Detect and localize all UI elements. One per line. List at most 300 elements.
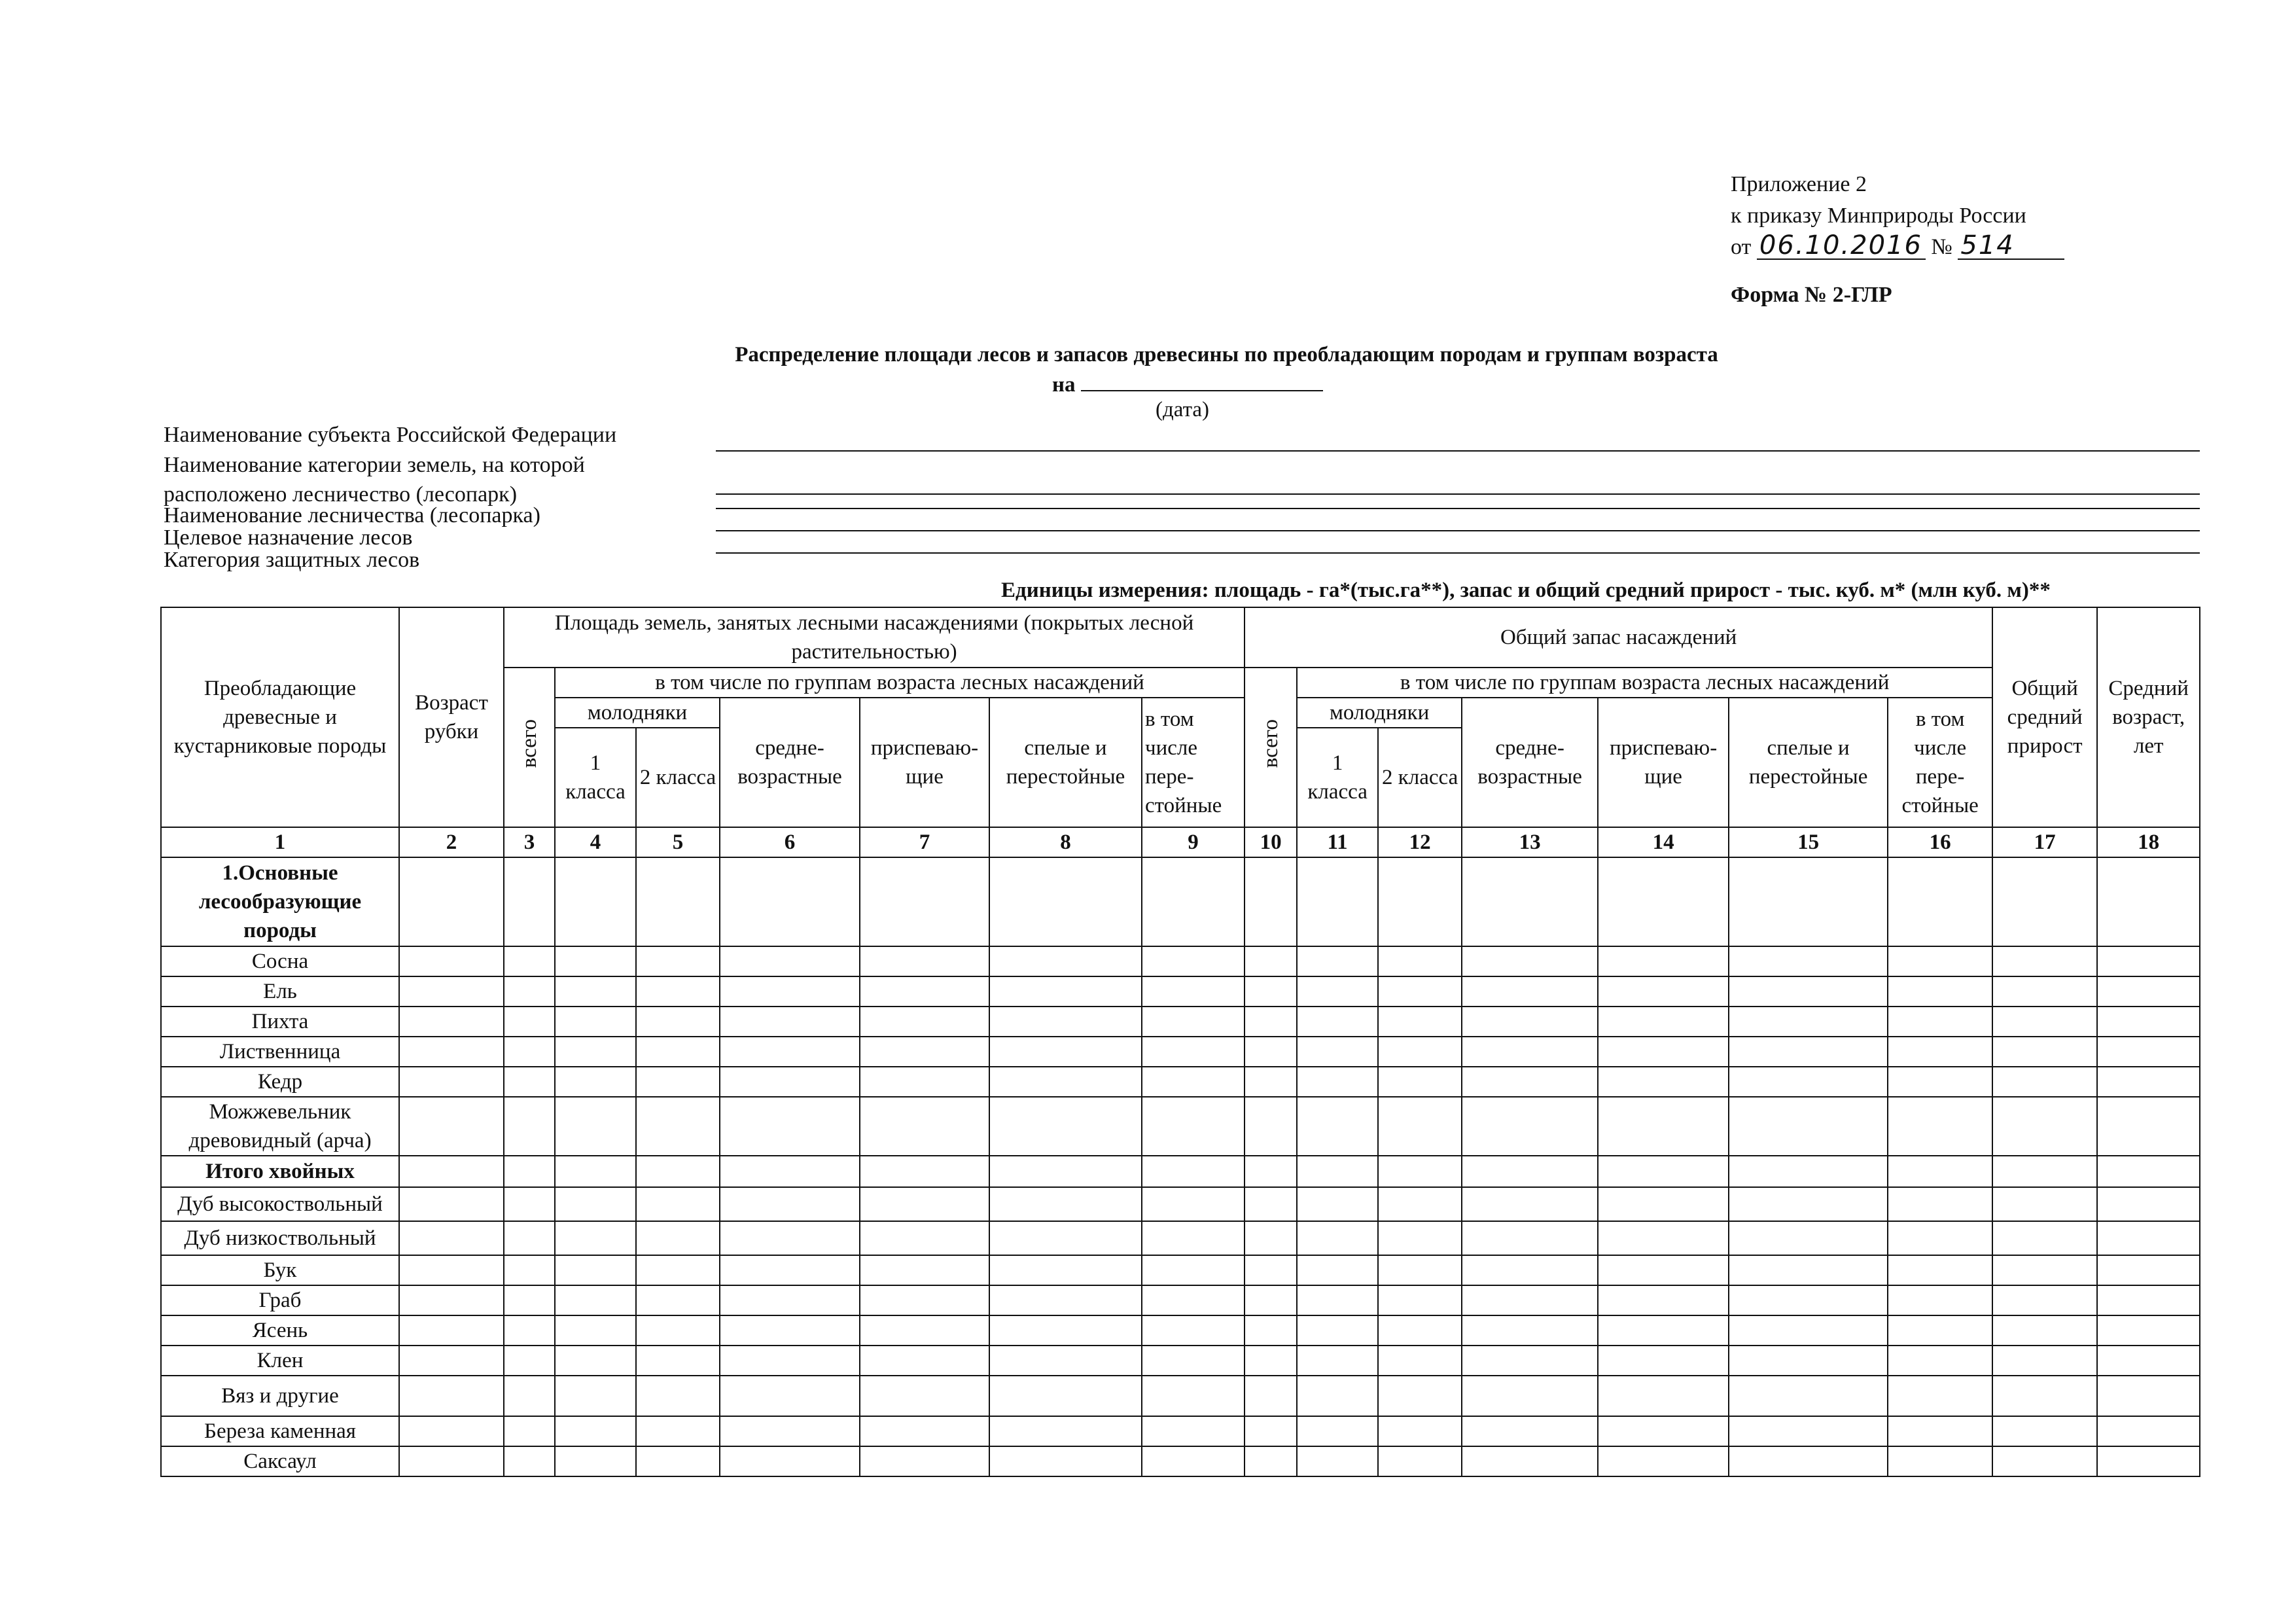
- data-cell[interactable]: [860, 1446, 989, 1476]
- data-cell[interactable]: [1598, 1255, 1729, 1285]
- data-cell[interactable]: [989, 1067, 1142, 1097]
- data-cell[interactable]: [2097, 1067, 2200, 1097]
- data-cell[interactable]: [2097, 1285, 2200, 1315]
- data-cell[interactable]: [504, 1187, 555, 1221]
- data-cell[interactable]: [1598, 1037, 1729, 1067]
- data-cell[interactable]: [636, 1376, 720, 1416]
- data-cell[interactable]: [1888, 1007, 1992, 1037]
- data-cell[interactable]: [1729, 1067, 1888, 1097]
- data-cell[interactable]: [2097, 1221, 2200, 1255]
- data-cell[interactable]: [1598, 1346, 1729, 1376]
- species-name: Клен: [161, 1346, 399, 1376]
- data-cell[interactable]: [1598, 1376, 1729, 1416]
- data-cell[interactable]: [989, 1285, 1142, 1315]
- data-cell[interactable]: [1888, 857, 1992, 946]
- data-cell[interactable]: [1888, 1446, 1992, 1476]
- data-cell[interactable]: [399, 857, 504, 946]
- data-cell[interactable]: [504, 1285, 555, 1315]
- data-cell[interactable]: [399, 1346, 504, 1376]
- data-cell[interactable]: [1297, 1416, 1378, 1446]
- data-cell[interactable]: [1598, 857, 1729, 946]
- data-cell[interactable]: [1378, 1097, 1462, 1156]
- data-cell[interactable]: [1378, 1156, 1462, 1187]
- data-cell[interactable]: [2097, 946, 2200, 976]
- data-cell[interactable]: [1598, 1416, 1729, 1446]
- data-cell[interactable]: [720, 1285, 860, 1315]
- data-cell[interactable]: [1598, 1067, 1729, 1097]
- data-cell[interactable]: [1245, 1315, 1297, 1346]
- data-cell[interactable]: [636, 1097, 720, 1156]
- data-cell[interactable]: [2097, 1416, 2200, 1446]
- data-cell[interactable]: [555, 1187, 636, 1221]
- data-cell[interactable]: [1888, 1156, 1992, 1187]
- data-cell[interactable]: [1992, 1097, 2097, 1156]
- data-cell[interactable]: [1297, 1221, 1378, 1255]
- data-cell[interactable]: [1142, 1315, 1245, 1346]
- stock-class2-header: 2 класса: [1378, 728, 1462, 827]
- data-cell[interactable]: [1729, 1416, 1888, 1446]
- data-cell[interactable]: [636, 1037, 720, 1067]
- data-cell[interactable]: [399, 1037, 504, 1067]
- data-cell[interactable]: [399, 1255, 504, 1285]
- data-cell[interactable]: [1992, 1221, 2097, 1255]
- data-cell[interactable]: [1297, 1285, 1378, 1315]
- data-cell[interactable]: [636, 1221, 720, 1255]
- data-cell[interactable]: [989, 1097, 1142, 1156]
- data-cell[interactable]: [860, 1285, 989, 1315]
- data-cell[interactable]: [989, 857, 1142, 946]
- data-cell[interactable]: [1142, 976, 1245, 1007]
- data-cell[interactable]: [555, 857, 636, 946]
- data-cell[interactable]: [1729, 1187, 1888, 1221]
- data-cell[interactable]: [1378, 976, 1462, 1007]
- data-cell[interactable]: [860, 1156, 989, 1187]
- data-cell[interactable]: [504, 946, 555, 976]
- data-cell[interactable]: [1729, 1255, 1888, 1285]
- data-cell[interactable]: [1888, 976, 1992, 1007]
- data-cell[interactable]: [1888, 946, 1992, 976]
- data-cell[interactable]: [1462, 1285, 1598, 1315]
- data-cell[interactable]: [555, 1097, 636, 1156]
- data-cell[interactable]: [1142, 1416, 1245, 1446]
- data-cell[interactable]: [720, 1097, 860, 1156]
- data-cell[interactable]: [1245, 1255, 1297, 1285]
- data-cell[interactable]: [555, 1346, 636, 1376]
- data-cell[interactable]: [1245, 1037, 1297, 1067]
- data-cell[interactable]: [989, 946, 1142, 976]
- data-cell[interactable]: [1729, 1156, 1888, 1187]
- data-cell[interactable]: [504, 976, 555, 1007]
- data-cell[interactable]: [1142, 1346, 1245, 1376]
- data-cell[interactable]: [1297, 1376, 1378, 1416]
- data-cell[interactable]: [1992, 857, 2097, 946]
- data-cell[interactable]: [636, 1187, 720, 1221]
- data-cell[interactable]: [720, 1416, 860, 1446]
- data-cell[interactable]: [1992, 1446, 2097, 1476]
- data-cell[interactable]: [989, 1315, 1142, 1346]
- data-cell[interactable]: [1142, 857, 1245, 946]
- data-cell[interactable]: [1245, 1346, 1297, 1376]
- data-cell[interactable]: [1297, 1097, 1378, 1156]
- data-cell[interactable]: [1142, 1446, 1245, 1476]
- data-cell[interactable]: [1888, 1285, 1992, 1315]
- data-cell[interactable]: [860, 857, 989, 946]
- data-cell[interactable]: [860, 1037, 989, 1067]
- data-cell[interactable]: [1378, 1221, 1462, 1255]
- data-cell[interactable]: [504, 1376, 555, 1416]
- data-cell[interactable]: [399, 1376, 504, 1416]
- data-cell[interactable]: [1729, 976, 1888, 1007]
- data-cell[interactable]: [1142, 1376, 1245, 1416]
- data-cell[interactable]: [504, 1346, 555, 1376]
- data-cell[interactable]: [504, 1067, 555, 1097]
- data-cell[interactable]: [989, 1187, 1142, 1221]
- data-cell[interactable]: [1297, 1067, 1378, 1097]
- data-cell[interactable]: [720, 1221, 860, 1255]
- data-cell[interactable]: [1598, 1187, 1729, 1221]
- data-cell[interactable]: [2097, 1037, 2200, 1067]
- data-cell[interactable]: [504, 1097, 555, 1156]
- data-cell[interactable]: [1142, 1007, 1245, 1037]
- data-cell[interactable]: [1992, 1416, 2097, 1446]
- data-cell[interactable]: [1142, 1285, 1245, 1315]
- data-cell[interactable]: [504, 1255, 555, 1285]
- data-cell[interactable]: [555, 946, 636, 976]
- field-line-subject[interactable]: [716, 450, 2200, 452]
- data-cell[interactable]: [636, 1156, 720, 1187]
- data-cell[interactable]: [2097, 1156, 2200, 1187]
- data-cell[interactable]: [1598, 1007, 1729, 1037]
- data-cell[interactable]: [1378, 1446, 1462, 1476]
- data-cell[interactable]: [989, 1221, 1142, 1255]
- data-cell[interactable]: [399, 1221, 504, 1255]
- data-cell[interactable]: [1142, 1067, 1245, 1097]
- data-cell[interactable]: [504, 1037, 555, 1067]
- data-cell[interactable]: [1462, 1376, 1598, 1416]
- data-cell[interactable]: [636, 1007, 720, 1037]
- data-cell[interactable]: [1297, 1446, 1378, 1476]
- data-cell[interactable]: [1297, 1346, 1378, 1376]
- data-cell[interactable]: [1729, 1221, 1888, 1255]
- data-cell[interactable]: [2097, 1376, 2200, 1416]
- data-cell[interactable]: [989, 1156, 1142, 1187]
- data-cell[interactable]: [1992, 1315, 2097, 1346]
- data-cell[interactable]: [1378, 1315, 1462, 1346]
- data-cell[interactable]: [860, 976, 989, 1007]
- data-cell[interactable]: [1888, 1067, 1992, 1097]
- data-cell[interactable]: [399, 1156, 504, 1187]
- data-cell[interactable]: [1245, 1156, 1297, 1187]
- data-cell[interactable]: [1992, 1037, 2097, 1067]
- data-cell[interactable]: [1729, 1315, 1888, 1346]
- data-cell[interactable]: [636, 976, 720, 1007]
- data-cell[interactable]: [1888, 1315, 1992, 1346]
- data-cell[interactable]: [1888, 1416, 1992, 1446]
- data-cell[interactable]: [1729, 857, 1888, 946]
- data-cell[interactable]: [989, 1346, 1142, 1376]
- data-cell[interactable]: [399, 1067, 504, 1097]
- data-cell[interactable]: [1992, 976, 2097, 1007]
- data-cell[interactable]: [2097, 1007, 2200, 1037]
- data-cell[interactable]: [1142, 1221, 1245, 1255]
- data-cell[interactable]: [1598, 1221, 1729, 1255]
- data-cell[interactable]: [1245, 1446, 1297, 1476]
- data-cell[interactable]: [555, 1315, 636, 1346]
- data-cell[interactable]: [1888, 1187, 1992, 1221]
- data-cell[interactable]: [1598, 1446, 1729, 1476]
- data-cell[interactable]: [1378, 1007, 1462, 1037]
- data-cell[interactable]: [1462, 1156, 1598, 1187]
- field-line-forestry[interactable]: [716, 508, 2200, 509]
- data-cell[interactable]: [860, 1007, 989, 1037]
- data-cell[interactable]: [1598, 1285, 1729, 1315]
- data-cell[interactable]: [1462, 946, 1598, 976]
- data-cell[interactable]: [1378, 1067, 1462, 1097]
- data-cell[interactable]: [1245, 1285, 1297, 1315]
- data-cell[interactable]: [1142, 1255, 1245, 1285]
- field-line-land-category[interactable]: [716, 493, 2200, 495]
- data-cell[interactable]: [1378, 857, 1462, 946]
- data-cell[interactable]: [504, 1416, 555, 1446]
- data-cell[interactable]: [1462, 1037, 1598, 1067]
- data-cell[interactable]: [720, 1376, 860, 1416]
- data-cell[interactable]: [1462, 1097, 1598, 1156]
- data-cell[interactable]: [1888, 1255, 1992, 1285]
- data-cell[interactable]: [2097, 1346, 2200, 1376]
- data-cell[interactable]: [1378, 1285, 1462, 1315]
- data-cell[interactable]: [860, 1097, 989, 1156]
- data-cell[interactable]: [555, 1255, 636, 1285]
- data-cell[interactable]: [555, 1376, 636, 1416]
- data-cell[interactable]: [1729, 1376, 1888, 1416]
- data-cell[interactable]: [1598, 976, 1729, 1007]
- data-cell[interactable]: [1245, 946, 1297, 976]
- data-cell[interactable]: [1888, 1097, 1992, 1156]
- data-cell[interactable]: [1462, 1346, 1598, 1376]
- data-cell[interactable]: [2097, 857, 2200, 946]
- data-cell[interactable]: [1378, 1255, 1462, 1285]
- data-cell[interactable]: [399, 1007, 504, 1037]
- data-cell[interactable]: [720, 1315, 860, 1346]
- column-number: 2: [399, 827, 504, 857]
- data-cell[interactable]: [504, 1446, 555, 1476]
- data-cell[interactable]: [504, 857, 555, 946]
- data-cell[interactable]: [720, 1156, 860, 1187]
- data-cell[interactable]: [636, 1067, 720, 1097]
- data-cell[interactable]: [1245, 1416, 1297, 1446]
- data-cell[interactable]: [399, 1315, 504, 1346]
- data-cell[interactable]: [555, 1446, 636, 1476]
- data-cell[interactable]: [720, 857, 860, 946]
- data-cell[interactable]: [636, 1416, 720, 1446]
- data-cell[interactable]: [1142, 1156, 1245, 1187]
- data-cell[interactable]: [1598, 946, 1729, 976]
- area-age-groups-header: в том числе по группам возраста лесных насаждений: [555, 668, 1245, 698]
- field-line-purpose[interactable]: [716, 530, 2200, 531]
- data-cell[interactable]: [1297, 1187, 1378, 1221]
- data-cell[interactable]: [399, 1416, 504, 1446]
- data-cell[interactable]: [636, 857, 720, 946]
- data-cell[interactable]: [1888, 1221, 1992, 1255]
- data-cell[interactable]: [555, 1037, 636, 1067]
- data-cell[interactable]: [1462, 1255, 1598, 1285]
- data-cell[interactable]: [1297, 946, 1378, 976]
- data-cell[interactable]: [504, 1221, 555, 1255]
- data-cell[interactable]: [1729, 946, 1888, 976]
- data-cell[interactable]: [860, 1187, 989, 1221]
- data-cell[interactable]: [2097, 1255, 2200, 1285]
- data-cell[interactable]: [720, 976, 860, 1007]
- data-cell[interactable]: [399, 1187, 504, 1221]
- data-cell[interactable]: [1462, 1315, 1598, 1346]
- data-cell[interactable]: [504, 1007, 555, 1037]
- data-cell[interactable]: [1729, 1037, 1888, 1067]
- data-cell[interactable]: [1297, 857, 1378, 946]
- data-cell[interactable]: [1729, 1007, 1888, 1037]
- data-cell[interactable]: [399, 1097, 504, 1156]
- report-date-field[interactable]: [1081, 370, 1323, 391]
- data-cell[interactable]: [1729, 1446, 1888, 1476]
- data-cell[interactable]: [1297, 1156, 1378, 1187]
- data-cell[interactable]: [636, 1315, 720, 1346]
- data-cell[interactable]: [1245, 1067, 1297, 1097]
- data-cell[interactable]: [1245, 1221, 1297, 1255]
- data-cell[interactable]: [1142, 1097, 1245, 1156]
- data-cell[interactable]: [1992, 1255, 2097, 1285]
- data-cell[interactable]: [1378, 1376, 1462, 1416]
- data-cell[interactable]: [860, 1067, 989, 1097]
- data-cell[interactable]: [1245, 1376, 1297, 1416]
- data-cell[interactable]: [555, 1156, 636, 1187]
- data-cell[interactable]: [860, 1376, 989, 1416]
- data-cell[interactable]: [720, 1187, 860, 1221]
- data-cell[interactable]: [1729, 1097, 1888, 1156]
- data-cell[interactable]: [636, 946, 720, 976]
- data-cell[interactable]: [1462, 1067, 1598, 1097]
- data-cell[interactable]: [1462, 1187, 1598, 1221]
- data-cell[interactable]: [1142, 1187, 1245, 1221]
- data-cell[interactable]: [2097, 1446, 2200, 1476]
- data-cell[interactable]: [555, 1007, 636, 1037]
- data-cell[interactable]: [399, 976, 504, 1007]
- data-cell[interactable]: [1992, 1156, 2097, 1187]
- data-cell[interactable]: [1378, 1346, 1462, 1376]
- data-cell[interactable]: [1245, 1097, 1297, 1156]
- data-cell[interactable]: [1888, 1376, 1992, 1416]
- data-cell[interactable]: [1598, 1097, 1729, 1156]
- data-cell[interactable]: [399, 1446, 504, 1476]
- data-cell[interactable]: [1992, 1187, 2097, 1221]
- data-cell[interactable]: [860, 1255, 989, 1285]
- data-cell[interactable]: [1378, 1037, 1462, 1067]
- data-cell[interactable]: [720, 1346, 860, 1376]
- data-cell[interactable]: [720, 1255, 860, 1285]
- data-cell[interactable]: [504, 1315, 555, 1346]
- data-cell[interactable]: [989, 1376, 1142, 1416]
- data-cell[interactable]: [636, 1446, 720, 1476]
- data-cell[interactable]: [989, 1416, 1142, 1446]
- data-cell[interactable]: [1297, 1315, 1378, 1346]
- data-cell[interactable]: [1992, 1285, 2097, 1315]
- data-cell[interactable]: [720, 1067, 860, 1097]
- data-cell[interactable]: [1378, 946, 1462, 976]
- data-cell[interactable]: [1992, 946, 2097, 976]
- data-cell[interactable]: [2097, 976, 2200, 1007]
- data-cell[interactable]: [399, 946, 504, 976]
- data-cell[interactable]: [989, 1007, 1142, 1037]
- data-cell[interactable]: [1598, 1156, 1729, 1187]
- data-cell[interactable]: [720, 946, 860, 976]
- data-cell[interactable]: [555, 1221, 636, 1255]
- data-cell[interactable]: [555, 1416, 636, 1446]
- data-cell[interactable]: [860, 1416, 989, 1446]
- data-cell[interactable]: [989, 1446, 1142, 1476]
- data-cell[interactable]: [636, 1285, 720, 1315]
- data-cell[interactable]: [1462, 976, 1598, 1007]
- data-cell[interactable]: [1142, 946, 1245, 976]
- field-line-protective[interactable]: [716, 552, 2200, 554]
- data-cell[interactable]: [1462, 857, 1598, 946]
- data-cell[interactable]: [1992, 1346, 2097, 1376]
- data-cell[interactable]: [636, 1346, 720, 1376]
- data-cell[interactable]: [1598, 1315, 1729, 1346]
- data-cell[interactable]: [860, 946, 989, 976]
- data-cell[interactable]: [1462, 1446, 1598, 1476]
- data-cell[interactable]: [1729, 1346, 1888, 1376]
- data-cell[interactable]: [1142, 1037, 1245, 1067]
- data-cell[interactable]: [989, 1255, 1142, 1285]
- data-cell[interactable]: [399, 1285, 504, 1315]
- data-cell[interactable]: [989, 976, 1142, 1007]
- data-cell[interactable]: [555, 1285, 636, 1315]
- data-cell[interactable]: [720, 1007, 860, 1037]
- data-cell[interactable]: [1245, 1007, 1297, 1037]
- data-cell[interactable]: [1888, 1037, 1992, 1067]
- data-cell[interactable]: [1462, 1416, 1598, 1446]
- data-cell[interactable]: [860, 1315, 989, 1346]
- data-cell[interactable]: [1297, 1037, 1378, 1067]
- data-cell[interactable]: [720, 1037, 860, 1067]
- data-cell[interactable]: [720, 1446, 860, 1476]
- data-cell[interactable]: [1378, 1416, 1462, 1446]
- data-cell[interactable]: [1888, 1346, 1992, 1376]
- data-cell[interactable]: [555, 976, 636, 1007]
- data-cell[interactable]: [1297, 976, 1378, 1007]
- data-cell[interactable]: [1992, 1007, 2097, 1037]
- data-cell[interactable]: [1992, 1376, 2097, 1416]
- data-cell[interactable]: [1378, 1187, 1462, 1221]
- data-cell[interactable]: [1729, 1285, 1888, 1315]
- column-number: 9: [1142, 827, 1245, 857]
- data-cell[interactable]: [555, 1067, 636, 1097]
- data-cell[interactable]: [860, 1346, 989, 1376]
- data-cell[interactable]: [636, 1255, 720, 1285]
- data-cell[interactable]: [1992, 1067, 2097, 1097]
- data-cell[interactable]: [1297, 1007, 1378, 1037]
- data-cell[interactable]: [504, 1156, 555, 1187]
- data-cell[interactable]: [1462, 1007, 1598, 1037]
- data-cell[interactable]: [1245, 976, 1297, 1007]
- data-cell[interactable]: [1297, 1255, 1378, 1285]
- data-cell[interactable]: [989, 1037, 1142, 1067]
- data-cell[interactable]: [1245, 857, 1297, 946]
- data-cell[interactable]: [1462, 1221, 1598, 1255]
- data-cell[interactable]: [2097, 1097, 2200, 1156]
- data-cell[interactable]: [860, 1221, 989, 1255]
- data-cell[interactable]: [2097, 1187, 2200, 1221]
- data-cell[interactable]: [2097, 1315, 2200, 1346]
- data-cell[interactable]: [1245, 1187, 1297, 1221]
